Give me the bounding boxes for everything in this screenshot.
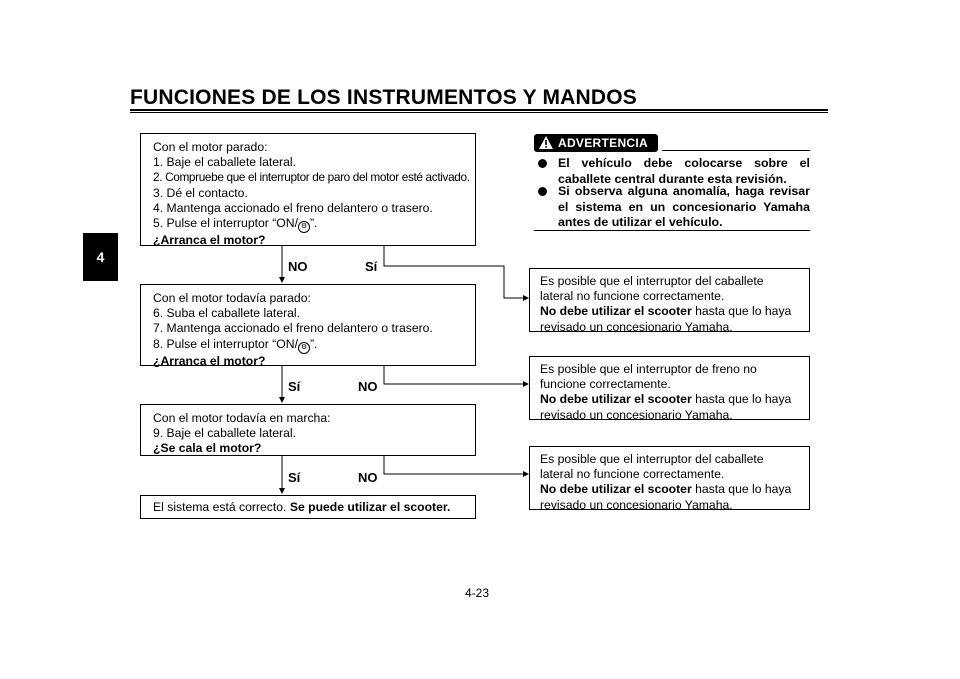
side2-bold: No debe utilizar el scooter [540,392,692,407]
side2-rest: hasta que lo haya [691,392,792,407]
side1-line-4: revisado un concesionario Yamaha. [540,319,733,334]
warning-label: ADVERTENCIA [558,136,648,150]
box1-line-5: 4. Mantenga accionado el freno delantero o trasero. [153,200,433,215]
side1-rest: hasta que lo haya [691,304,792,319]
box2-line-3: 7. Mantenga accionado el freno delantero o trasero. [153,321,433,336]
flow-step-box-2 [140,284,476,366]
page-number: 4-23 [465,586,490,600]
label-si-2: Sí [288,379,301,394]
box1-question: ¿Arranca el motor? [153,233,266,248]
label-no-3: NO [358,470,378,485]
side-note-box-1 [529,268,810,332]
flow-step-box-3 [140,404,476,456]
result-text: El sistema está correcto. [153,500,290,514]
box3-line-1: Con el motor todavía en marcha: [153,411,331,425]
box3-question: ¿Se cala el motor? [153,441,262,456]
box1-line-1: Con el motor parado: [153,140,268,154]
box1-line-6-end: ”. [309,216,318,231]
side3-rest: hasta que lo haya [691,482,792,497]
side1-bold: No debe utilizar el scooter [540,304,692,319]
start-switch-icon: ⚙ [298,221,310,233]
box2-line-1: Con el motor todavía parado: [153,291,311,305]
side3-line-1: Es posible que el interruptor del caballete [540,452,764,466]
box2-question: ¿Arranca el motor? [153,353,266,368]
box2-line-4 [153,337,463,354]
label-si-1: Sí [365,259,378,274]
box2-line-4-text: 8. Pulse el interruptor “ON/ [153,336,298,351]
side3-line-2: lateral no funcione correctamente. [540,467,725,482]
warning-triangle-icon [538,135,554,150]
side1-line-1: Es posible que el interruptor del caballete [540,274,764,288]
side2-line-2: funcione correctamente. [540,377,671,392]
side-note-box-2 [529,356,810,420]
bullet-icon [538,187,547,196]
connector-3-right [384,456,528,474]
box2-line-2: 6. Suba el caballete lateral. [153,306,301,321]
side1-line-2: lateral no funcione correctamente. [540,289,725,304]
chapter-tab: 4 [83,233,118,281]
label-si-3: Sí [288,470,301,485]
side3-line-4: revisado un concesionario Yamaha. [540,497,733,512]
box1-line-2: 1. Baje el caballete lateral. [153,155,296,170]
warning-top-rule [662,150,810,151]
box1-line-3: 2. Compruebe que el interruptor de paro del motor esté activado. [153,170,470,185]
box1-line-6-text: 5. Pulse el interruptor “ON/ [153,216,298,231]
label-no-1: NO [288,259,308,274]
warning-badge [534,134,658,152]
label-no-2: NO [358,379,378,394]
box2-line-4-end: ”. [309,336,318,351]
side3-bold: No debe utilizar el scooter [540,482,692,497]
warning-item-2-text: Si observa alguna anomalía, haga revisar el sistema en un concesionario Yamaha antes de utilizar el vehículo. [558,184,810,229]
flow-step-box-1 [140,133,476,246]
warning-bottom-rule [534,230,810,231]
box1-line-4: 3. Dé el contacto. [153,185,248,200]
bullet-icon [538,159,547,168]
result-bold: Se puede utilizar el scooter. [289,500,451,514]
flow-result-box [140,495,476,519]
side2-line-4: revisado un concesionario Yamaha. [540,407,733,422]
start-switch-icon: ⚙ [298,342,310,354]
side2-line-1: Es posible que el interruptor de freno no [540,362,757,376]
box1-line-6 [153,216,463,233]
warning-item-1-text: El vehículo debe colocarse sobre el caballete central durante esta revisión. [558,156,810,186]
page-title: FUNCIONES DE LOS INSTRUMENTOS Y MANDOS [130,86,637,109]
side-note-box-3 [529,446,810,510]
box3-line-2: 9. Baje el caballete lateral. [153,426,296,441]
